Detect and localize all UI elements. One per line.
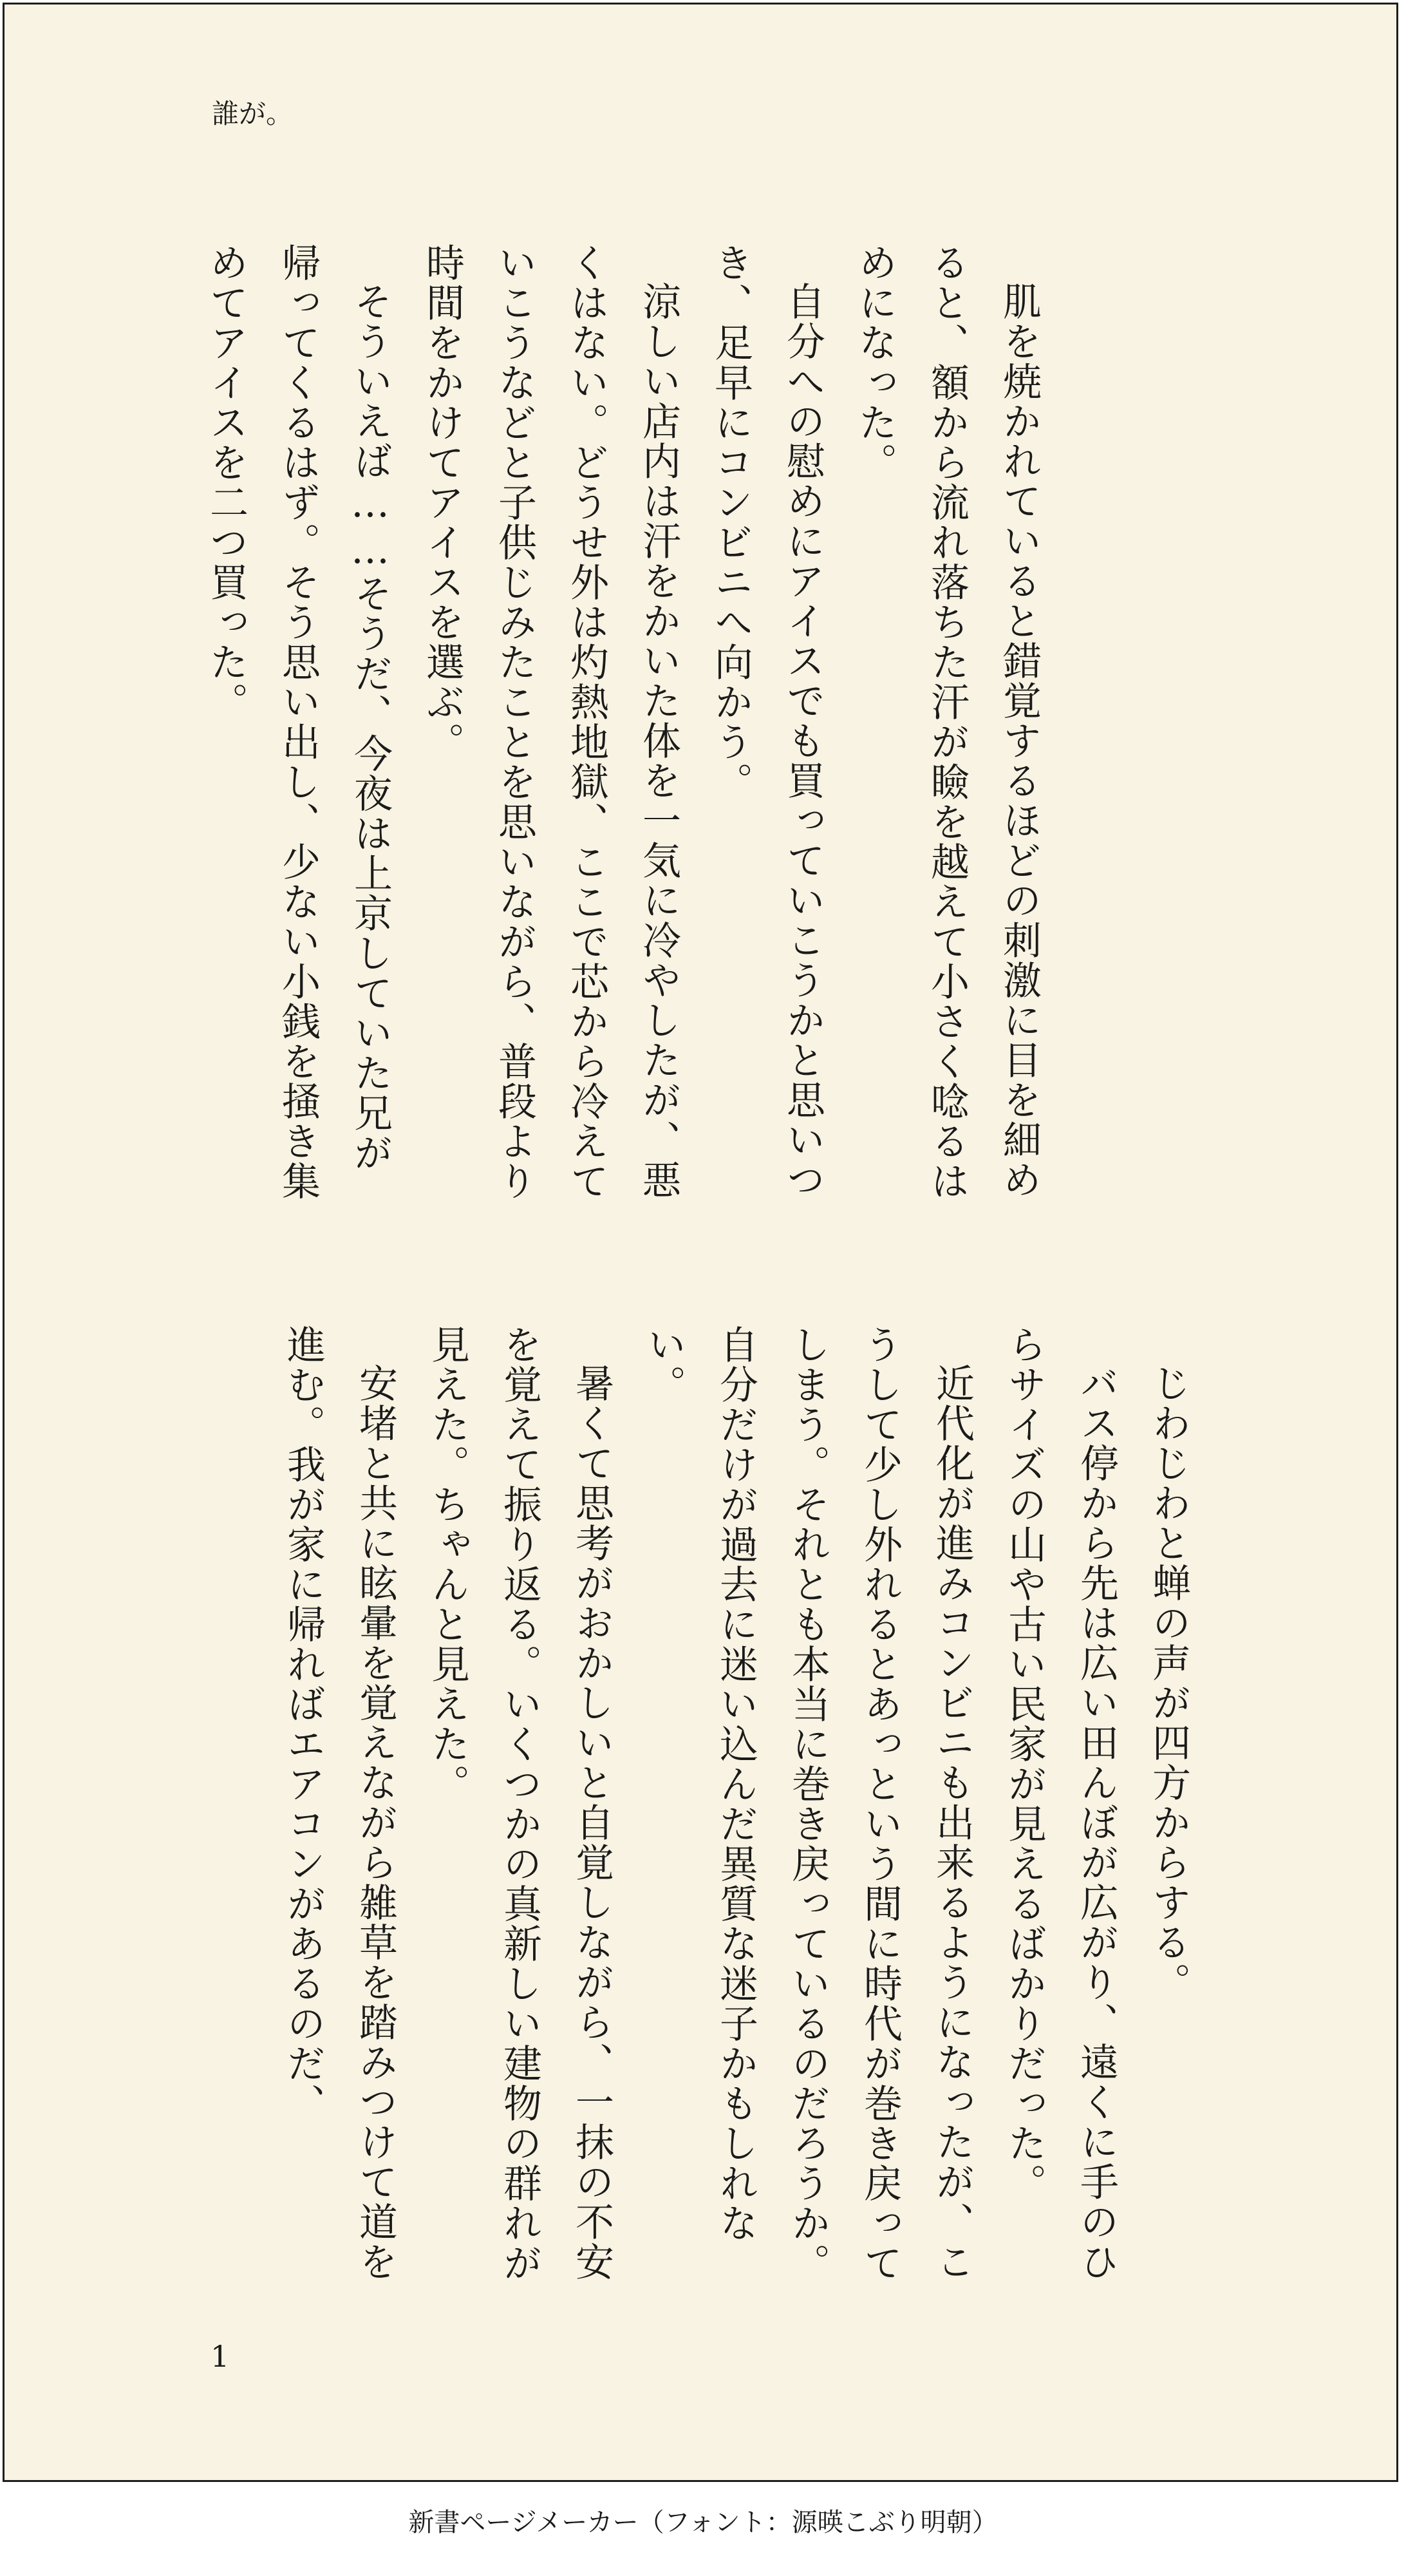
lower-text-block (267, 1325, 1204, 2291)
paragraph: じわじわと蝉の声が四方からする。 (1146, 1363, 1191, 2002)
paragraph: 自分への慰めにアイスでも買っていこうかと思いつき、足早にコンビニへ向かう。 (708, 243, 825, 1200)
tool-caption: 新書ページメーカー（フォント：源暎こぶり明朝） (408, 2508, 998, 2537)
paragraph: バス停から先は広い田んぼが広がり、遠くに手のひらサイズの山や古い民家が見えるばかりだった。 (1002, 1325, 1119, 2282)
paragraph: 肌を焼かれていると錯覚するほどの刺激に目を細めると、額から流れ落ちた汗が瞼を越えて小さく唸るはめになった。 (852, 243, 1042, 1201)
running-header: 誰が。 (212, 98, 294, 129)
book-page (3, 3, 1398, 2482)
paragraph: 涼しい店内は汗をかいた体を一気に冷やしたが、悪くはない。どうせ外は灼熱地獄、ここで芯から冷えていこうなどと子供じみたことを思いながら、普段より時間をかけてアイスを選ぶ。 (420, 243, 681, 1201)
paragraph: そういえば……そうだ、今夜は上京していた兄が帰ってくるはず。そう思い出し、少ない小銭を掻き集めてアイスを二つ買った。 (203, 243, 393, 1201)
page-number: 1 (211, 2339, 230, 2374)
upper-text-block (190, 243, 1055, 1209)
paragraph: 近代化が進みコンビニも出来るようになったが、こうして少し外れるとあっという間に時代が巻き戻ってしまう。それとも本当に巻き戻っているのだろうか。自分だけが過去に迷い込んだ異質な迷子かもしれない。 (641, 1325, 975, 2283)
paragraph: 暑くて思考がおかしいと自覚しながら、一抹の不安を覚えて振り返る。いくつかの真新しい建物の群れが見えた。ちゃんと見えた。 (425, 1325, 614, 2283)
paragraph: 安堵と共に眩暈を覚えながら雑草を踏みつけて道を進む。我が家に帰ればエアコンがあるのだ、 (281, 1325, 398, 2282)
